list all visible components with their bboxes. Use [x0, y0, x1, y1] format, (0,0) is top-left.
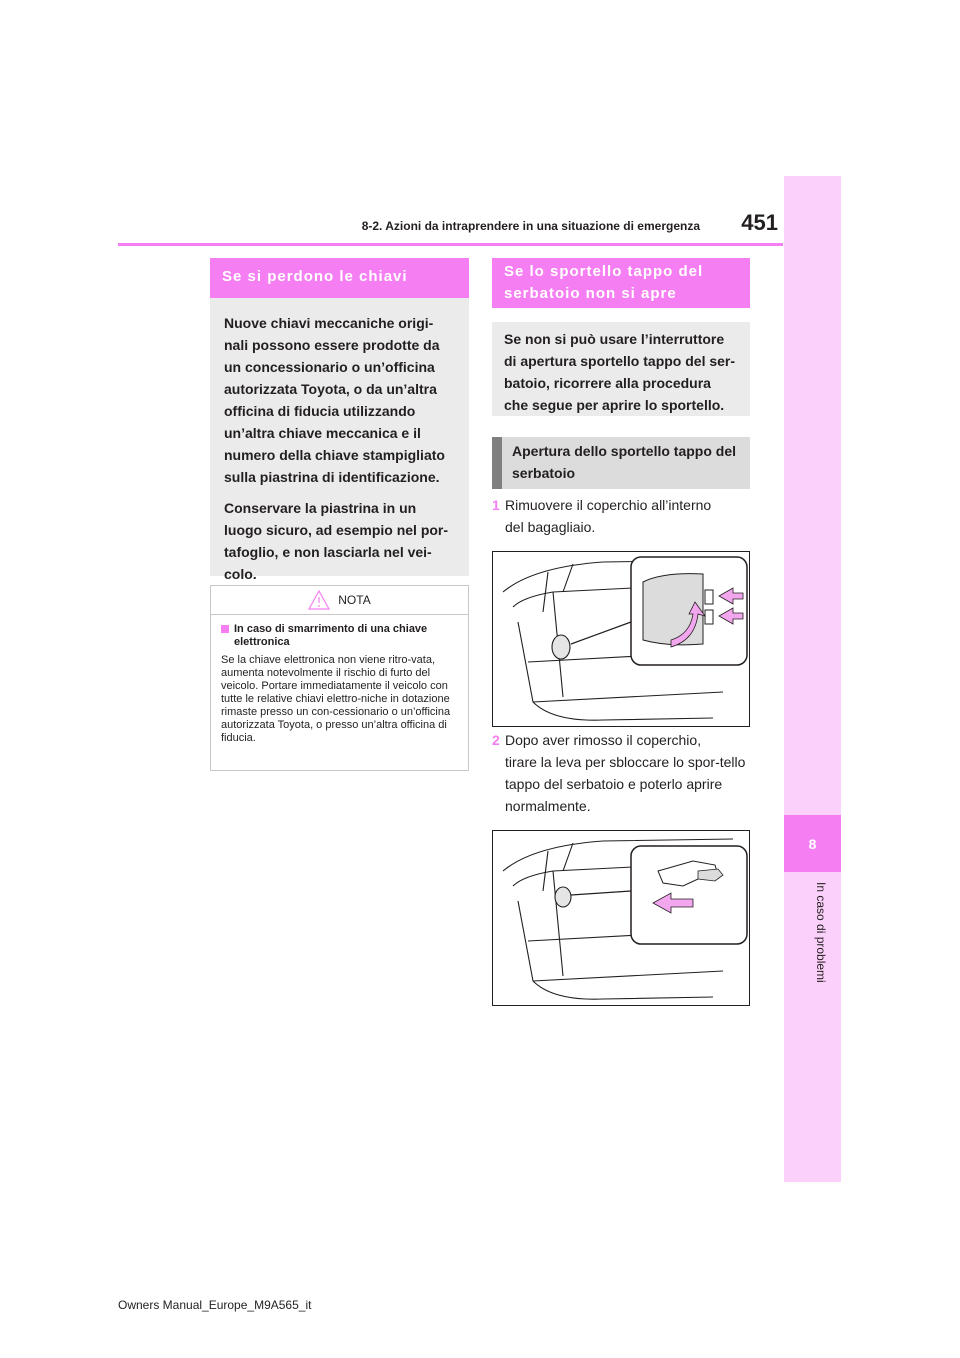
fuel-door-info: Se non si può usare l’interruttore di apertura sportello tappo del ser-batoio, ricorrere alla procedura che segue per aprire lo sportello. — [492, 322, 750, 416]
section-title: 8-2. Azioni da intraprendere in una situazione di emergenza — [361, 219, 700, 233]
step-text: Dopo aver rimosso il coperchio, — [505, 732, 702, 748]
warning-icon — [308, 590, 330, 610]
lost-keys-banner: Se si perdono le chiavi — [210, 258, 469, 298]
trunk-cover-illustration — [492, 551, 750, 727]
step-text-cont: tirare la leva per sbloccare lo spor-tello tappo del serbatoio e poterlo aprire normalmente. — [505, 754, 746, 814]
nota-text: Se la chiave elettronica non viene ritro-vata, aumenta notevolmente il rischio di furto del veicolo. Portare immediatamente il veicolo con tutte le relative chiavi elettro-niche in dotazione rimaste presso un con-cessionario o un’officina autorizzata Toyota, o presso un’altra officina di fiducia. — [221, 654, 451, 744]
page-number: 451 — [741, 210, 778, 235]
nota-header — [211, 586, 468, 615]
lost-keys-paragraph: Conservare la piastrina in un luogo sicuro, ad esempio nel por-tafoglio, e non lasciarla nel vei-colo. — [224, 500, 449, 582]
step-text-cont: del bagagliaio. — [505, 519, 596, 535]
lost-keys-info — [210, 298, 469, 582]
nota-box — [210, 585, 469, 771]
nota-body — [211, 615, 468, 753]
lost-keys-paragraph: Nuove chiavi meccaniche origi-nali possono essere prodotte da un concessionario o un’officina autorizzata Toyota, o da un’altra officina di fiducia utilizzando un’altra chiave meccanica e il numero della chiave stampigliato sulla piastrina di identificazione. — [224, 315, 445, 485]
step-1 — [492, 494, 750, 538]
chapter-number: 8 — [784, 815, 841, 872]
chapter-side-tab — [784, 176, 841, 1182]
fuel-door-banner: Se lo sportello tappo del serbatoio non si apre — [492, 258, 750, 308]
nota-subtitle-text: In caso di smarrimento di una chiave elettronica — [234, 623, 428, 648]
footer-manual-id: Owners Manual_Europe_M9A565_it — [118, 1298, 312, 1312]
chapter-label: In caso di problemi — [814, 882, 828, 983]
step-text: Rimuovere il coperchio all’interno — [505, 497, 712, 513]
step-2 — [492, 729, 750, 817]
step-number: 2 — [492, 732, 500, 748]
header-divider — [118, 243, 783, 246]
fuel-door-subheading: Apertura dello sportello tappo del serbatoio — [492, 437, 750, 489]
fuel-lever-illustration — [492, 830, 750, 1006]
nota-subtitle — [221, 623, 458, 649]
step-number: 1 — [492, 497, 500, 513]
nota-title: NOTA — [338, 593, 371, 607]
square-bullet-icon — [221, 625, 229, 633]
